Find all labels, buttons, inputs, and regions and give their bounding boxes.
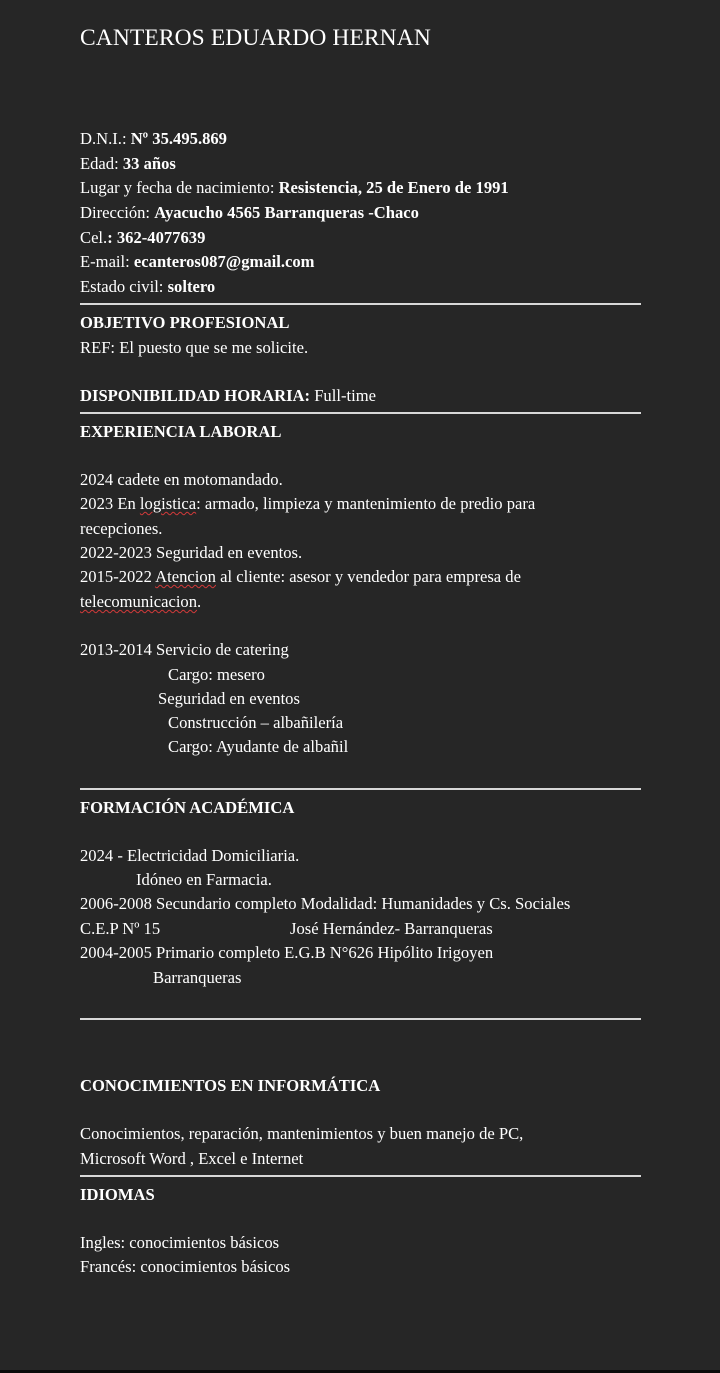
education-heading: FORMACIÓN ACADÉMICA xyxy=(80,798,295,817)
computing-line: Conocimientos, reparación, mantenimientos y buen manejo de PC, xyxy=(80,1124,524,1143)
civil-line xyxy=(80,279,215,296)
objective-heading: OBJETIVO PROFESIONAL xyxy=(80,313,290,332)
text-segment: : armado, limpieza y mantenimiento de predio para xyxy=(196,494,536,513)
experience-line: Cargo: mesero xyxy=(168,665,265,684)
email-label: E-mail: xyxy=(80,252,134,271)
languages-heading: IDIOMAS xyxy=(80,1185,155,1204)
text-segment: 2015-2022 xyxy=(80,567,156,586)
dni-line xyxy=(80,131,227,148)
availability-line xyxy=(80,388,376,405)
experience-line: 2013-2014 Servicio de catering xyxy=(80,640,289,659)
experience-line: Seguridad en eventos xyxy=(158,689,300,708)
experience-line xyxy=(80,569,521,586)
dni-value: Nº 35.495.869 xyxy=(130,129,227,148)
age-line xyxy=(80,156,176,173)
text-segment: 2023 En xyxy=(80,494,140,513)
text-segment: . xyxy=(197,592,202,611)
experience-line: 2022-2023 Seguridad en eventos. xyxy=(80,543,303,562)
dni-label: D.N.I.: xyxy=(80,129,131,148)
phone-line xyxy=(80,230,205,247)
spellcheck-error: telecomunicacion xyxy=(80,592,198,611)
education-line: Barranqueras xyxy=(153,968,242,987)
experience-heading: EXPERIENCIA LABORAL xyxy=(80,422,282,441)
email-line xyxy=(80,254,314,271)
education-line: 2024 - Electricidad Domiciliaria. xyxy=(80,846,300,865)
text-segment: al cliente: asesor y vendedor para empresa de xyxy=(215,567,521,586)
spellcheck-error: logistica xyxy=(139,494,197,513)
address-value: Ayacucho 4565 Barranqueras -Chaco xyxy=(154,203,419,222)
candidate-name: CANTEROS EDUARDO HERNAN xyxy=(80,25,431,51)
experience-line: 2024 cadete en motomandado. xyxy=(80,470,283,489)
email-value: ecanteros087@gmail.com xyxy=(133,252,315,271)
education-line: 2004-2005 Primario completo E.G.B N°626 Hipólito Irigoyen xyxy=(80,943,494,962)
computing-heading: CONOCIMIENTOS EN INFORMÁTICA xyxy=(80,1076,381,1095)
experience-line xyxy=(80,594,201,611)
address-line xyxy=(80,205,419,222)
civil-label: Estado civil: xyxy=(80,277,168,296)
education-line: Idóneo en Farmacia. xyxy=(136,870,272,889)
experience-line: Cargo: Ayudante de albañil xyxy=(168,737,349,756)
birth-value: Resistencia, 25 de Enero de 1991 xyxy=(278,178,509,197)
divider xyxy=(80,412,641,414)
language-line: Francés: conocimientos básicos xyxy=(80,1257,291,1276)
age-label: Edad: xyxy=(80,154,123,173)
civil-value: soltero xyxy=(167,277,216,296)
objective-text: REF: El puesto que se me solicite. xyxy=(80,338,309,357)
divider xyxy=(80,303,641,305)
address-label: Dirección: xyxy=(80,203,155,222)
availability-heading: DISPONIBILIDAD HORARIA: xyxy=(80,386,311,405)
birth-line xyxy=(80,180,509,197)
availability-value: Full-time xyxy=(310,386,376,405)
birth-label: Lugar y fecha de nacimiento: xyxy=(80,178,279,197)
divider xyxy=(80,1175,641,1177)
phone-label: Cel. xyxy=(80,228,108,247)
language-line: Ingles: conocimientos básicos xyxy=(80,1233,280,1252)
divider xyxy=(80,788,641,790)
experience-line: recepciones. xyxy=(80,519,163,538)
phone-value: : 362-4077639 xyxy=(107,228,206,247)
spellcheck-error: Atencion xyxy=(155,567,216,586)
computing-line: Microsoft Word , Excel e Internet xyxy=(80,1149,304,1168)
education-line: C.E.P Nº 15 xyxy=(80,919,161,938)
education-line: José Hernández- Barranqueras xyxy=(290,919,493,938)
age-value: 33 años xyxy=(122,154,176,173)
divider xyxy=(80,1018,641,1020)
education-line: 2006-2008 Secundario completo Modalidad: Humanidades y Cs. Sociales xyxy=(80,894,571,913)
experience-line xyxy=(80,496,535,513)
experience-line: Construcción – albañilería xyxy=(168,713,344,732)
